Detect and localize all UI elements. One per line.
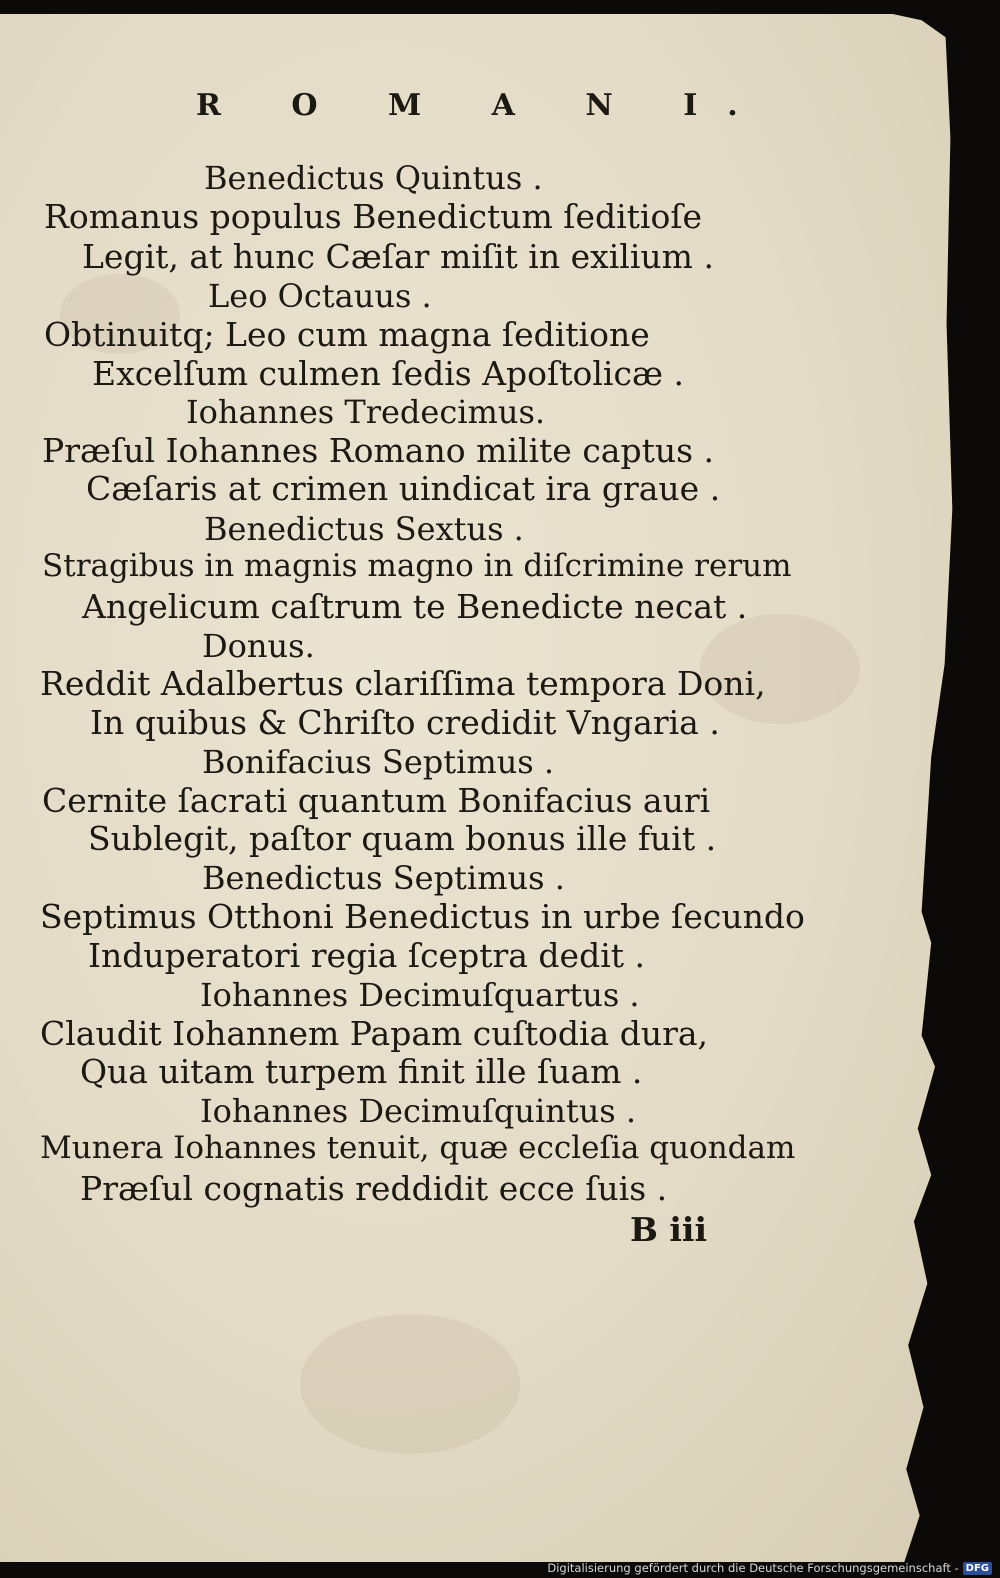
verse-line: Præſul Iohannes Romano milite captus . (42, 431, 715, 470)
verse-line: Reddit Adalbertus clariſſima tempora Doni, (40, 664, 766, 703)
verse-line: Septimus Otthoni Benedictus in urbe ſecundo (40, 897, 805, 936)
verse-line: Legit, at hunc Cæſar miſit in exilium . (82, 237, 714, 276)
verse-line: Præſul cognatis reddidit ecce ſuis . (80, 1169, 668, 1208)
verse-line: Sublegit, paſtor quam bonus ille fuit . (88, 819, 717, 858)
dfg-logo-icon: DFG (963, 1562, 992, 1575)
verse-line: Induperatori regia ſceptra dedit . (88, 936, 645, 975)
pope-heading: Bonifacius Septimus . (202, 743, 555, 781)
pope-heading: Iohannes Decimuſquartus . (200, 976, 640, 1014)
pope-heading: Iohannes Tredecimus. (186, 393, 546, 431)
verse-line: Angelicum caſtrum te Benedicte necat . (82, 587, 748, 626)
verse-line: Excelſum culmen ſedis Apoſtolicæ . (92, 354, 684, 393)
verse-line: Romanus populus Benedictum ſeditioſe (44, 197, 703, 236)
verse-line: Stragibus in magnis magno in diſcrimine rerum (42, 548, 792, 584)
verse-line: Qua uitam turpem finit ille ſuam . (80, 1052, 643, 1091)
verse-line: Munera Iohannes tenuit, quæ eccleſia quondam (40, 1130, 796, 1166)
credit-text: Digitalisierung gefördert durch die Deutsche Forschungsgemeinschaft - (547, 1561, 959, 1575)
verse-line: Claudit Iohannem Papam cuſtodia dura, (40, 1014, 709, 1053)
pope-heading: Benedictus Quintus . (204, 159, 543, 197)
verse-line: Cernite ſacrati quantum Bonifacius auri (42, 781, 711, 820)
verse-line: In quibus & Chriſto credidit Vngaria . (90, 703, 720, 742)
pope-heading: Benedictus Septimus . (202, 859, 565, 897)
running-head: R O M A N I. (196, 88, 768, 123)
digitization-credit (547, 1561, 992, 1575)
verse-line: Obtinuitq; Leo cum magna ſeditione (44, 315, 650, 354)
pope-heading: Donus. (202, 627, 315, 665)
pope-heading: Iohannes Decimuſquintus . (200, 1092, 637, 1130)
verse-line: Cæſaris at crimen uindicat ira graue . (86, 469, 721, 508)
pope-heading: Leo Octauus . (208, 277, 432, 315)
pope-heading: Benedictus Sextus . (204, 510, 524, 548)
signature-mark: B iii (630, 1210, 707, 1249)
